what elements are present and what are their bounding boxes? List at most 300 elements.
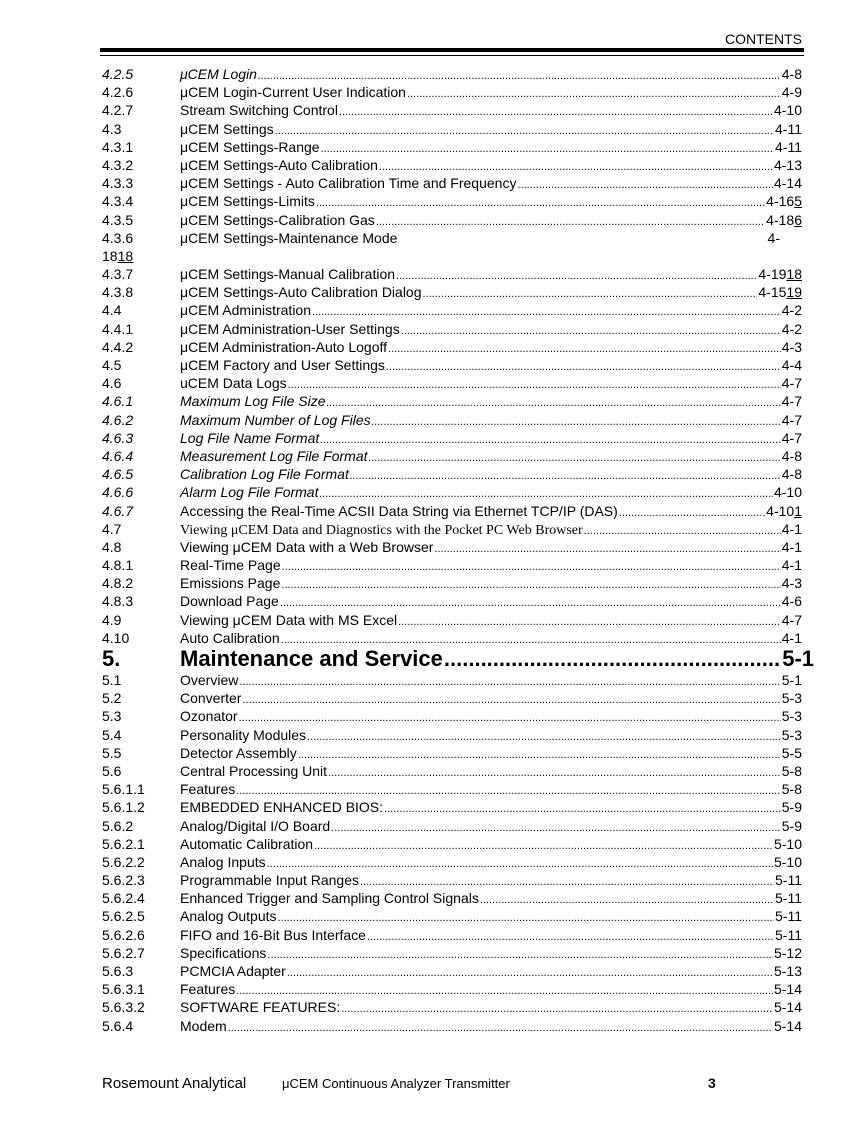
dot-leader <box>282 556 781 576</box>
toc-entry-page-text: 4-2 <box>781 302 802 319</box>
toc-entry-page <box>782 65 802 83</box>
footer-page-number: 3 <box>708 1075 716 1091</box>
toc-entry-page-text: 5-14 <box>773 981 802 998</box>
toc-entry-page <box>782 374 802 392</box>
toc-entry-title: Analog/Digital I/O Board <box>180 817 331 834</box>
toc-entry-title: Enhanced Trigger and Sampling Control Signals <box>180 890 479 907</box>
toc-entry-page <box>775 926 802 944</box>
toc-entry-title: μCEM Factory and User Settings <box>180 357 385 373</box>
toc-entry-page <box>782 629 802 647</box>
toc-entry-number: 4.9 <box>102 611 122 628</box>
toc-entry-number: 5.6.2.2 <box>102 853 145 870</box>
toc-entry-number <box>102 247 180 265</box>
dot-leader <box>267 944 773 964</box>
toc-entry[interactable] <box>102 502 802 520</box>
toc-entry-title: Modem <box>180 1017 227 1034</box>
toc-entry-number: 4.6.7 <box>102 502 134 519</box>
toc-entry-page <box>782 726 802 744</box>
toc-entry-title: μCEM Login-Current User Indication <box>180 84 406 101</box>
toc-entry-title: Maximum Number of Log Files <box>180 411 371 428</box>
toc-entry-number: 4.6.5 <box>102 466 134 483</box>
dot-leader <box>281 574 780 594</box>
toc-entry[interactable] <box>102 356 802 374</box>
toc-entry-title: Viewing μCEM Data and Diagnostics with the Pocket PC Web Browser <box>180 522 583 538</box>
toc-entry[interactable] <box>102 907 802 925</box>
toc-entry-page <box>758 283 802 301</box>
toc-entry-page-text: 4-8 <box>781 66 802 82</box>
toc-entry-number: 4.4.1 <box>102 320 134 337</box>
toc-entry[interactable] <box>102 817 802 835</box>
toc-entry-number: 4.6.2 <box>102 411 134 428</box>
toc-entry-title: Log File Name Format <box>180 429 320 446</box>
toc-entry[interactable] <box>102 411 802 429</box>
toc-entry[interactable] <box>102 592 802 610</box>
toc-entry-page <box>782 798 802 816</box>
toc-entry-page-text: 5-10 <box>773 853 802 870</box>
toc-entry-page <box>775 907 802 925</box>
toc-entry-page <box>774 853 802 871</box>
toc-entry-page <box>782 447 802 465</box>
toc-entry[interactable] <box>102 944 802 962</box>
toc-entry-title: μCEM Settings-Auto Calibration <box>180 156 378 173</box>
toc-entry-number: 5.2 <box>102 690 122 707</box>
toc-entry-title: μCEM Settings-Maintenance Mode <box>180 229 398 246</box>
toc-entry-page-text: 5-3 <box>781 726 802 743</box>
toc-entry-page <box>782 465 802 483</box>
toc-entry-title: Maximum Log File Size <box>180 393 326 410</box>
toc-entry-page-text: 5-1 <box>781 672 802 688</box>
toc-entry-page <box>774 174 802 192</box>
toc-entry-page <box>782 356 802 374</box>
toc-entry-title: FIFO and 16-Bit Bus Interface <box>180 926 366 943</box>
dot-leader <box>319 483 772 503</box>
toc-entry-page-text: 5-8 <box>781 762 802 779</box>
toc-entry-page-text: 5-13 <box>773 963 802 979</box>
toc-entry[interactable] <box>102 174 802 192</box>
toc-entry[interactable] <box>102 629 802 647</box>
dot-leader <box>312 301 781 321</box>
toc-entry[interactable] <box>102 65 802 83</box>
toc-entry-page-underlined: 18 <box>786 266 802 283</box>
toc-entry-page-text: 5-1 <box>782 646 814 671</box>
toc-entry-title: PCMCIA Adapter <box>180 963 286 979</box>
toc-entry-title: Features <box>180 981 236 998</box>
toc-entry-title: Viewing μCEM Data with a Web Browser <box>180 538 434 555</box>
toc-entry-page-underlined: 1 <box>794 502 802 519</box>
toc-entry[interactable] <box>102 980 802 998</box>
toc-entry-page-text: 4-1 <box>781 629 802 646</box>
dot-leader <box>619 502 765 522</box>
toc-entry-title: Features <box>180 781 236 798</box>
toc-entry[interactable] <box>102 192 802 210</box>
toc-entry[interactable] <box>102 538 802 556</box>
toc-entry-page-text: 4-13 <box>773 156 802 173</box>
toc-entry-number: 4.8 <box>102 538 122 555</box>
dot-leader <box>321 138 774 158</box>
toc-entry-page <box>782 817 802 835</box>
toc-entry-number: 5.6.3.1 <box>102 981 145 998</box>
toc-entry-title: Auto Calibration <box>180 629 280 646</box>
toc-entry[interactable] <box>102 835 802 853</box>
toc-entry[interactable] <box>102 611 802 629</box>
toc-entry-page-text: 5-14 <box>773 1017 802 1034</box>
toc-entry-number: 4.3.8 <box>102 284 134 301</box>
toc-entry-number: 5.4 <box>102 726 122 743</box>
toc-entry-number: 4.4.2 <box>102 338 134 355</box>
toc-entry[interactable] <box>102 646 814 671</box>
dot-leader <box>367 926 774 946</box>
toc-entry-number: 4.8.1 <box>102 557 134 574</box>
toc-entry-title: Detector Assembly <box>180 744 297 761</box>
dot-leader <box>339 101 773 121</box>
toc-entry-page <box>774 156 802 174</box>
toc-entry-number: 4.3.6 <box>102 229 134 246</box>
toc-entry-page <box>774 1017 802 1035</box>
toc-entry-title: Converter <box>180 690 242 707</box>
toc-entry-number: 5.6.1.1 <box>102 781 145 798</box>
toc-entry-number: 4.6.6 <box>102 484 134 501</box>
toc-entry-title: μCEM Administration <box>180 302 311 319</box>
footer-company: Rosemount Analytical <box>102 1075 247 1092</box>
toc-entry[interactable] <box>102 283 802 301</box>
header-rule-thin <box>100 55 804 56</box>
toc-entry[interactable] <box>102 689 802 707</box>
table-of-contents <box>102 65 814 1035</box>
toc-entry-page <box>774 101 802 119</box>
toc-entry[interactable] <box>102 998 802 1016</box>
dot-leader <box>316 192 765 212</box>
toc-entry-page <box>782 520 802 538</box>
toc-entry-number: 5.5 <box>102 744 122 761</box>
toc-entry-page-text: 5-11 <box>775 890 802 907</box>
toc-entry-title: Specifications <box>180 944 267 961</box>
toc-entry[interactable] <box>102 229 802 247</box>
toc-entry-number: 5.6.2.5 <box>102 908 145 925</box>
dot-leader <box>239 671 780 691</box>
toc-entry-page <box>782 83 802 101</box>
toc-entry-page <box>774 835 802 853</box>
toc-entry-page <box>782 689 802 707</box>
dot-leader <box>314 835 773 855</box>
toc-entry-page <box>774 944 802 962</box>
toc-entry-title: Automatic Calibration <box>180 835 314 852</box>
toc-entry-number: 4.2.7 <box>102 102 134 119</box>
dot-leader <box>278 907 775 927</box>
toc-entry[interactable] <box>102 138 802 156</box>
toc-entry[interactable] <box>102 671 802 689</box>
toc-entry[interactable] <box>102 744 802 762</box>
toc-entry-page-text: 4-9 <box>781 84 802 101</box>
toc-entry-page-text: 5-11 <box>775 926 802 943</box>
toc-entry-page-text: 5-9 <box>781 817 802 834</box>
toc-entry-number: 5.6.3 <box>102 963 134 979</box>
toc-entry-title: Programmable Input Ranges <box>180 872 359 889</box>
toc-entry-number: 4.10 <box>102 629 130 646</box>
toc-entry-number: 5.6.2.3 <box>102 872 145 889</box>
toc-entry-number: 4.7 <box>102 520 122 537</box>
toc-entry[interactable] <box>102 726 802 744</box>
toc-entry-title: μCEM Settings-Limits <box>180 193 315 210</box>
toc-entry[interactable] <box>102 1017 802 1035</box>
toc-entry-number: 4.4 <box>102 302 122 319</box>
dot-leader <box>407 83 781 103</box>
toc-entry-number: 4.3.2 <box>102 156 134 173</box>
footer-product: μCEM Continuous Analyzer Transmitter <box>282 1076 510 1091</box>
toc-entry[interactable] <box>102 780 802 798</box>
toc-entry-page-text: 4-11 <box>775 138 802 155</box>
toc-entry[interactable] <box>102 574 802 592</box>
dot-leader <box>236 780 781 800</box>
toc-entry-title: Accessing the Real-Time ACSII Data String via Ethernet TCP/IP (DAS) <box>180 502 618 519</box>
toc-entry[interactable] <box>102 429 802 447</box>
toc-entry-number: 5.3 <box>102 708 122 725</box>
toc-entry-page <box>774 483 802 501</box>
toc-entry-page-text: 4-8 <box>781 447 802 464</box>
toc-entry-page <box>766 502 802 520</box>
dot-leader <box>280 592 781 612</box>
toc-entry-page-text: 5-12 <box>773 944 802 961</box>
dot-leader <box>372 411 781 431</box>
toc-entry-page <box>782 301 802 319</box>
toc-entry-number: 4.8.2 <box>102 575 134 592</box>
toc-entry-page-text: 5-10 <box>773 835 802 852</box>
toc-entry-title: Emissions Page <box>180 575 281 592</box>
toc-entry-title: Calibration Log File Format <box>180 466 349 483</box>
toc-entry[interactable] <box>102 338 802 356</box>
toc-entry-page <box>782 592 802 610</box>
toc-entry-page-text: 4-3 <box>781 338 802 355</box>
toc-entry-page <box>775 871 802 889</box>
toc-entry-page-text: 4-1 <box>781 520 802 537</box>
toc-entry[interactable] <box>102 83 802 101</box>
toc-entry[interactable] <box>102 374 802 392</box>
toc-entry-page-text: 4-14 <box>773 175 802 192</box>
toc-entry[interactable] <box>102 120 802 138</box>
toc-entry-page <box>782 538 802 556</box>
toc-entry[interactable] <box>102 889 802 907</box>
toc-entry[interactable] <box>102 520 802 538</box>
toc-entry-number-text: 18 <box>102 247 118 264</box>
toc-entry-title: μCEM Settings-Calibration Gas <box>180 211 375 228</box>
toc-entry-title: Stream Switching Control <box>180 102 338 119</box>
toc-entry-page-text: 5-14 <box>773 999 802 1016</box>
toc-entry-number: 5.6.2.6 <box>102 926 145 943</box>
toc-entry-number: 5. <box>102 646 121 671</box>
toc-entry-title: Analog Inputs <box>180 853 266 870</box>
toc-entry-page <box>782 338 802 356</box>
toc-entry-page-text: 4-3 <box>781 575 802 592</box>
toc-entry-page <box>774 980 802 998</box>
toc-entry-page-text: 5-8 <box>781 781 802 798</box>
toc-entry-number: 4.6 <box>102 375 122 392</box>
header-title: CONTENTS <box>725 31 802 47</box>
toc-entry-title: μCEM Login <box>180 66 257 82</box>
dot-leader <box>258 65 781 85</box>
toc-entry[interactable] <box>102 320 802 338</box>
dot-leader <box>328 762 781 782</box>
toc-entry-page-text: 5-3 <box>781 708 802 725</box>
toc-entry[interactable] <box>102 156 802 174</box>
toc-entry[interactable] <box>102 301 802 319</box>
toc-entry-page-text: 5-5 <box>781 744 802 761</box>
toc-entry-page <box>774 998 802 1016</box>
toc-entry-page-text: 4-10 <box>773 484 802 501</box>
toc-entry[interactable] <box>102 707 802 725</box>
toc-entry-title: Viewing μCEM Data with MS Excel <box>180 611 398 628</box>
toc-entry[interactable] <box>102 465 802 483</box>
dot-leader <box>369 447 781 467</box>
toc-entry-number: 5.6.2 <box>102 817 134 834</box>
toc-entry-page-text: 5-11 <box>775 872 802 889</box>
dot-leader <box>236 980 773 1000</box>
toc-entry-title: μCEM Settings-Manual Calibration <box>180 266 396 283</box>
toc-entry-number: 4.6.3 <box>102 429 134 446</box>
toc-entry-page <box>782 648 814 670</box>
dot-leader <box>376 211 765 231</box>
toc-entry-page-text: 4-4 <box>781 357 802 373</box>
toc-entry-page <box>758 265 802 283</box>
toc-entry[interactable] <box>102 392 802 410</box>
toc-entry[interactable] <box>102 853 802 871</box>
toc-entry-page-text: 4- <box>767 229 780 246</box>
toc-entry-page-text: 4-8 <box>781 466 802 483</box>
toc-entry-page-underlined: 19 <box>786 284 802 301</box>
toc-entry-title: Ozonator <box>180 708 238 725</box>
toc-entry[interactable] <box>102 101 802 119</box>
toc-entry-page-text: 5-3 <box>781 690 802 707</box>
dot-leader <box>379 156 773 176</box>
dot-leader <box>423 283 758 303</box>
toc-entry-title: μCEM Administration-Auto Logoff <box>180 338 388 355</box>
toc-entry-number: 4.2.5 <box>102 66 134 82</box>
toc-entry-number: 4.8.3 <box>102 593 134 610</box>
toc-entry[interactable] <box>102 265 802 283</box>
dot-leader <box>398 611 781 631</box>
toc-entry-page-text: 4-7 <box>781 611 802 628</box>
toc-entry-page <box>782 429 802 447</box>
toc-entry-page-text: 4-10 <box>766 502 795 519</box>
toc-entry-number: 5.6 <box>102 762 122 779</box>
toc-entry-number: 4.2.6 <box>102 84 134 101</box>
dot-leader <box>444 648 781 670</box>
dot-leader <box>517 174 773 194</box>
toc-entry-title: Maintenance and Service <box>180 646 443 671</box>
toc-entry-page-text: 4-16 <box>766 193 795 210</box>
toc-entry-page <box>766 192 802 210</box>
toc-entry-page-text: 4-1 <box>781 538 802 555</box>
toc-entry-page <box>774 962 802 980</box>
toc-entry-page <box>782 780 802 798</box>
toc-entry-page-text: 4-19 <box>758 266 787 283</box>
toc-entry-page <box>782 671 802 689</box>
toc-entry-page-text: 4-1 <box>781 557 802 574</box>
toc-entry-page <box>782 707 802 725</box>
dot-leader <box>401 320 781 340</box>
toc-entry-title: Personality Modules <box>180 726 307 743</box>
header-rule-thick <box>100 48 804 52</box>
dot-leader <box>331 817 781 837</box>
toc-entry-page-text: 4-7 <box>781 429 802 446</box>
toc-entry-title: μCEM Settings-Auto Calibration Dialog <box>180 284 422 301</box>
toc-entry[interactable] <box>102 926 802 944</box>
toc-entry-page <box>768 229 780 247</box>
toc-entry[interactable] <box>102 962 802 980</box>
toc-entry-title: Alarm Log File Format <box>180 484 319 501</box>
dot-leader <box>242 689 780 709</box>
toc-entry-page-text: 4-15 <box>758 284 787 301</box>
dot-leader <box>275 120 774 140</box>
toc-entry-title: Central Processing Unit <box>180 762 328 779</box>
toc-entry-page <box>782 744 802 762</box>
dot-leader <box>341 998 773 1018</box>
toc-entry[interactable] <box>102 762 802 780</box>
toc-entry-page-text: 4-7 <box>781 375 802 392</box>
toc-entry-page-underlined: 5 <box>794 193 802 210</box>
toc-entry-title: μCEM Settings <box>180 120 274 137</box>
toc-entry-page-text: 4-2 <box>781 320 802 337</box>
toc-entry-title: Analog Outputs <box>180 908 277 925</box>
toc-entry-page <box>782 320 802 338</box>
toc-entry-number: 4.3.4 <box>102 193 134 210</box>
toc-entry-page-text: 4-7 <box>781 393 802 410</box>
toc-entry-number: 4.6.1 <box>102 393 134 410</box>
dot-leader <box>327 392 781 412</box>
toc-entry-page <box>782 762 802 780</box>
toc-entry-number: 4.3.7 <box>102 266 134 283</box>
dot-leader <box>350 465 781 485</box>
toc-entry-title: Overview <box>180 672 239 688</box>
toc-entry[interactable] <box>102 871 802 889</box>
toc-entry-number: 5.6.1.2 <box>102 799 145 816</box>
toc-entry-page-underlined: 6 <box>794 211 802 228</box>
toc-entry-page <box>782 556 802 574</box>
toc-entry-title: Real-Time Page <box>180 557 281 574</box>
toc-entry-number: 5.6.2.4 <box>102 890 145 907</box>
toc-entry-page <box>775 138 802 156</box>
toc-entry-number: 5.6.3.2 <box>102 999 145 1016</box>
dot-leader <box>307 726 781 746</box>
dot-leader <box>384 798 781 818</box>
dot-leader <box>239 707 781 727</box>
toc-entry-page-text: 4-7 <box>781 411 802 428</box>
dot-leader <box>386 356 781 376</box>
dot-leader <box>298 744 781 764</box>
toc-entry-page <box>782 574 802 592</box>
toc-entry[interactable] <box>102 211 802 229</box>
dot-leader <box>228 1017 773 1037</box>
toc-entry-page-text: 4-10 <box>773 102 802 119</box>
toc-entry-title: EMBEDDED ENHANCED BIOS: <box>180 799 384 816</box>
toc-entry[interactable] <box>102 556 802 574</box>
toc-entry[interactable] <box>102 247 802 265</box>
toc-entry-title: μCEM Administration-User Settings <box>180 320 400 337</box>
dot-leader <box>287 962 773 982</box>
toc-entry[interactable] <box>102 798 802 816</box>
toc-entry-title: uCEM Data Logs <box>180 375 287 392</box>
toc-entry-title: μCEM Settings - Auto Calibration Time and Frequency <box>180 175 517 192</box>
toc-entry-number: 4.5 <box>102 357 122 373</box>
toc-entry-page <box>775 889 802 907</box>
toc-entry-title: Measurement Log File Format <box>180 447 368 464</box>
toc-entry[interactable] <box>102 447 802 465</box>
toc-entry-number-underlined: 18 <box>117 247 134 264</box>
toc-entry-page-text: 5-11 <box>775 908 802 925</box>
dot-leader <box>584 520 781 540</box>
toc-entry-page-text: 4-11 <box>775 120 802 137</box>
page-footer <box>102 1075 722 1092</box>
toc-entry-number: 4.3.3 <box>102 175 134 192</box>
toc-entry[interactable] <box>102 483 802 501</box>
